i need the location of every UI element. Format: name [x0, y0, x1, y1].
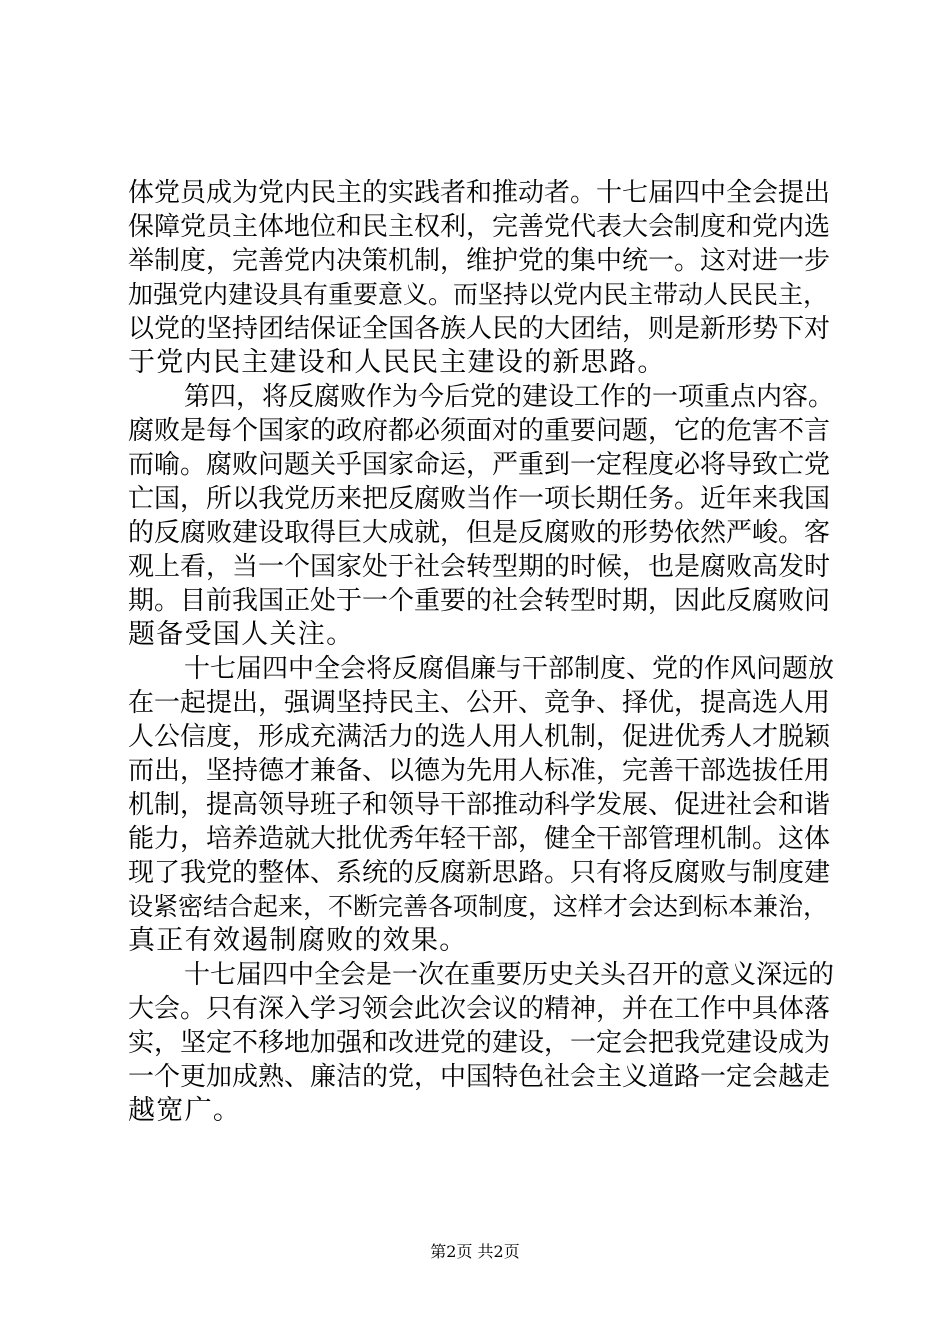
- text-line: 而出，坚持德才兼备、以德为先用人标准，完善干部选拔任用: [128, 756, 831, 786]
- text-line: 期。目前我国正处于一个重要的社会转型时期，因此反腐败问: [128, 586, 831, 616]
- text-line: 十七届四中全会将反腐倡廉与干部制度、党的作风问题放: [184, 654, 835, 684]
- text-line: 观上看，当一个国家处于社会转型期的时候，也是腐败高发时: [128, 552, 831, 582]
- text-line: 保障党员主体地位和民主权利，完善党代表大会制度和党内选: [128, 212, 831, 242]
- text-line: 能力，培养造就大批优秀年轻干部，健全干部管理机制。这体: [128, 824, 831, 854]
- text-line: 腐败是每个国家的政府都必须面对的重要问题，它的危害不言: [128, 416, 831, 446]
- text-line: 题备受国人关注。: [128, 619, 355, 650]
- text-line: 以党的坚持团结保证全国各族人民的大团结，则是新形势下对: [128, 314, 831, 344]
- text-line: 在一起提出，强调坚持民主、公开、竞争、择优，提高选人用: [128, 688, 831, 718]
- page-footer: 第2页 共2页: [430, 1242, 520, 1261]
- text-line: 举制度，完善党内决策机制，维护党的集中统一。这对进一步: [128, 246, 831, 276]
- body-text: [128, 176, 836, 1128]
- text-line: 亡国，所以我党历来把反腐败当作一项长期任务。近年来我国: [128, 484, 831, 514]
- text-line: 第四，将反腐败作为今后党的建设工作的一项重点内容。: [184, 382, 835, 412]
- text-line: 实，坚定不移地加强和改进党的建设，一定会把我党建设成为: [128, 1028, 831, 1058]
- text-line: 人公信度，形成充满活力的选人用人机制，促进优秀人才脱颖: [128, 722, 831, 752]
- text-line: 加强党内建设具有重要意义。而坚持以党内民主带动人民民主，: [128, 280, 829, 309]
- text-line: 于党内民主建设和人民民主建设的新思路。: [128, 347, 666, 378]
- text-line: 机制，提高领导班子和领导干部推动科学发展、促进社会和谐: [128, 790, 831, 820]
- text-line: 体党员成为党内民主的实践者和推动者。十七届四中全会提出: [128, 178, 831, 208]
- text-line: 设紧密结合起来，不断完善各项制度，这样才会达到标本兼治，: [128, 892, 829, 921]
- text-line: 一个更加成熟、廉洁的党，中国特色社会主义道路一定会越走: [128, 1062, 831, 1092]
- text-line: 而喻。腐败问题关乎国家命运，严重到一定程度必将导致亡党: [128, 450, 831, 480]
- text-line: 十七届四中全会是一次在重要历史关头召开的意义深远的: [184, 960, 835, 990]
- text-line: 的反腐败建设取得巨大成就，但是反腐败的形势依然严峻。客: [128, 518, 831, 548]
- text-line: 真正有效遏制腐败的效果。: [128, 925, 468, 956]
- text-line: 现了我党的整体、系统的反腐新思路。只有将反腐败与制度建: [128, 858, 831, 888]
- text-line: 大会。只有深入学习领会此次会议的精神，并在工作中具体落: [128, 994, 831, 1024]
- text-line: 越宽广。: [128, 1095, 242, 1126]
